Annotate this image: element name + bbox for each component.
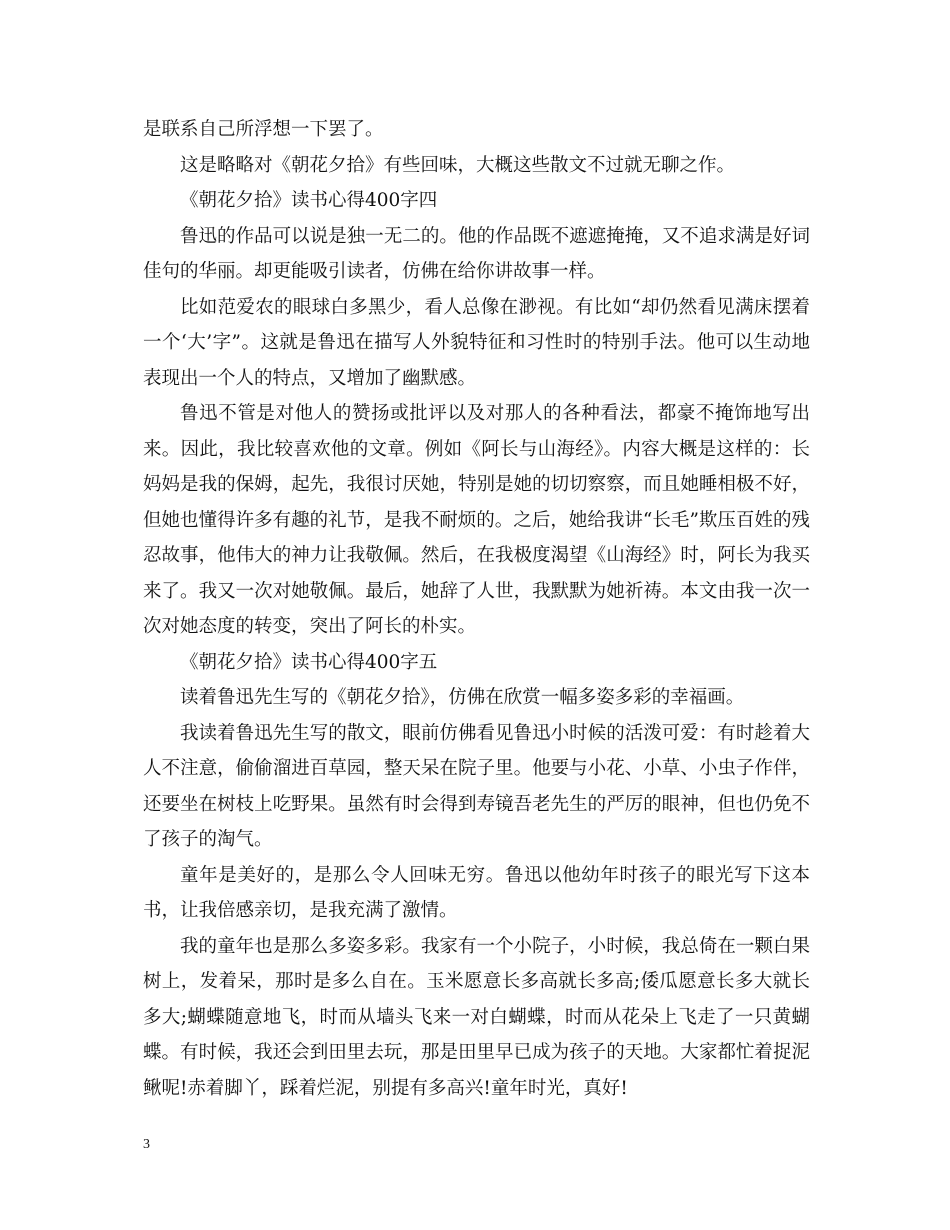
paragraph: 鲁迅不管是对他人的赞扬或批评以及对那人的各种看法，都豪不掩饰地写出来。因此，我比较喜欢他的文章。例如《阿长与山海经》。内容大概是这样的：长妈妈是我的保姆，起先，我很讨厌她，特别是她的切切察察，而且她睡相极不好，但她也懂得许多有趣的礼节，是我不耐烦的。之后，她给我讲“长毛”欺压百姓的残忍故事，他伟大的神力让我敬佩。然后，在我极度渴望《山海经》时，阿长为我买来了。我又一次对她敬佩。最后，她辞了人世，我默默为她祈祷。本文由我一次一次对她态度的转变，突出了阿长的朴实。 [143, 403, 810, 637]
paragraph: 是联系自己所浮想一下罢了。 [143, 119, 384, 140]
section-heading: 《朝花夕拾》读书心得400字四 [180, 190, 438, 211]
paragraph: 童年是美好的，是那么令人回味无穷。鲁迅以他幼年时孩子的眼光写下这本书，让我倍感亲切，是我充满了激情。 [143, 864, 810, 921]
paragraph: 比如范爱农的眼球白多黑少，看人总像在渺视。有比如“却仍然看见满床摆着一个‘大’字”。这就是鲁迅在描写人外貌特征和习性时的特别手法。他可以生动地表现出一个人的特点，又增加了幽默感。 [143, 296, 810, 389]
paragraph: 鲁迅的作品可以说是独一无二的。他的作品既不遮遮掩掩，又不追求满是好词佳句的华丽。却更能吸引读者，仿佛在给你讲故事一样。 [143, 225, 810, 282]
paragraph: 这是略略对《朝花夕拾》有些回味，大概这些散文不过就无聊之作。 [180, 154, 736, 176]
paragraph: 我读着鲁迅先生写的散文，眼前仿佛看见鲁迅小时候的活泼可爱：有时趁着大人不注意，偷偷溜进百草园，整天呆在院子里。他要与小花、小草、小虫子作伴，还要坐在树枝上吃野果。虽然有时会得到寿镜吾老先生的严厉的眼神，但也仍免不了孩子的淘气。 [143, 722, 810, 850]
section-heading: 《朝花夕拾》读书心得400字五 [180, 651, 438, 673]
document-body [143, 112, 810, 1106]
paragraph: 我的童年也是那么多姿多彩。我家有一个小院子，小时候，我总倚在一颗白果树上，发着呆，那时是多么自在。玉米愿意长多高就长多高;倭瓜愿意长多大就长多大;蝴蝶随意地飞，时而从墙头飞来一对白蝴蝶，时而从花朵上飞走了一只黄蝴蝶。有时候，我还会到田里去玩，那是田里早已成为孩子的天地。大家都忙着捉泥鳅呢!赤着脚丫，踩着烂泥，别提有多高兴!童年时光，真好! [143, 935, 810, 1099]
paragraph: 读着鲁迅先生写的《朝花夕拾》，仿佛在欣赏一幅多姿多彩的幸福画。 [180, 687, 745, 708]
page-number: 3 [143, 1137, 150, 1152]
